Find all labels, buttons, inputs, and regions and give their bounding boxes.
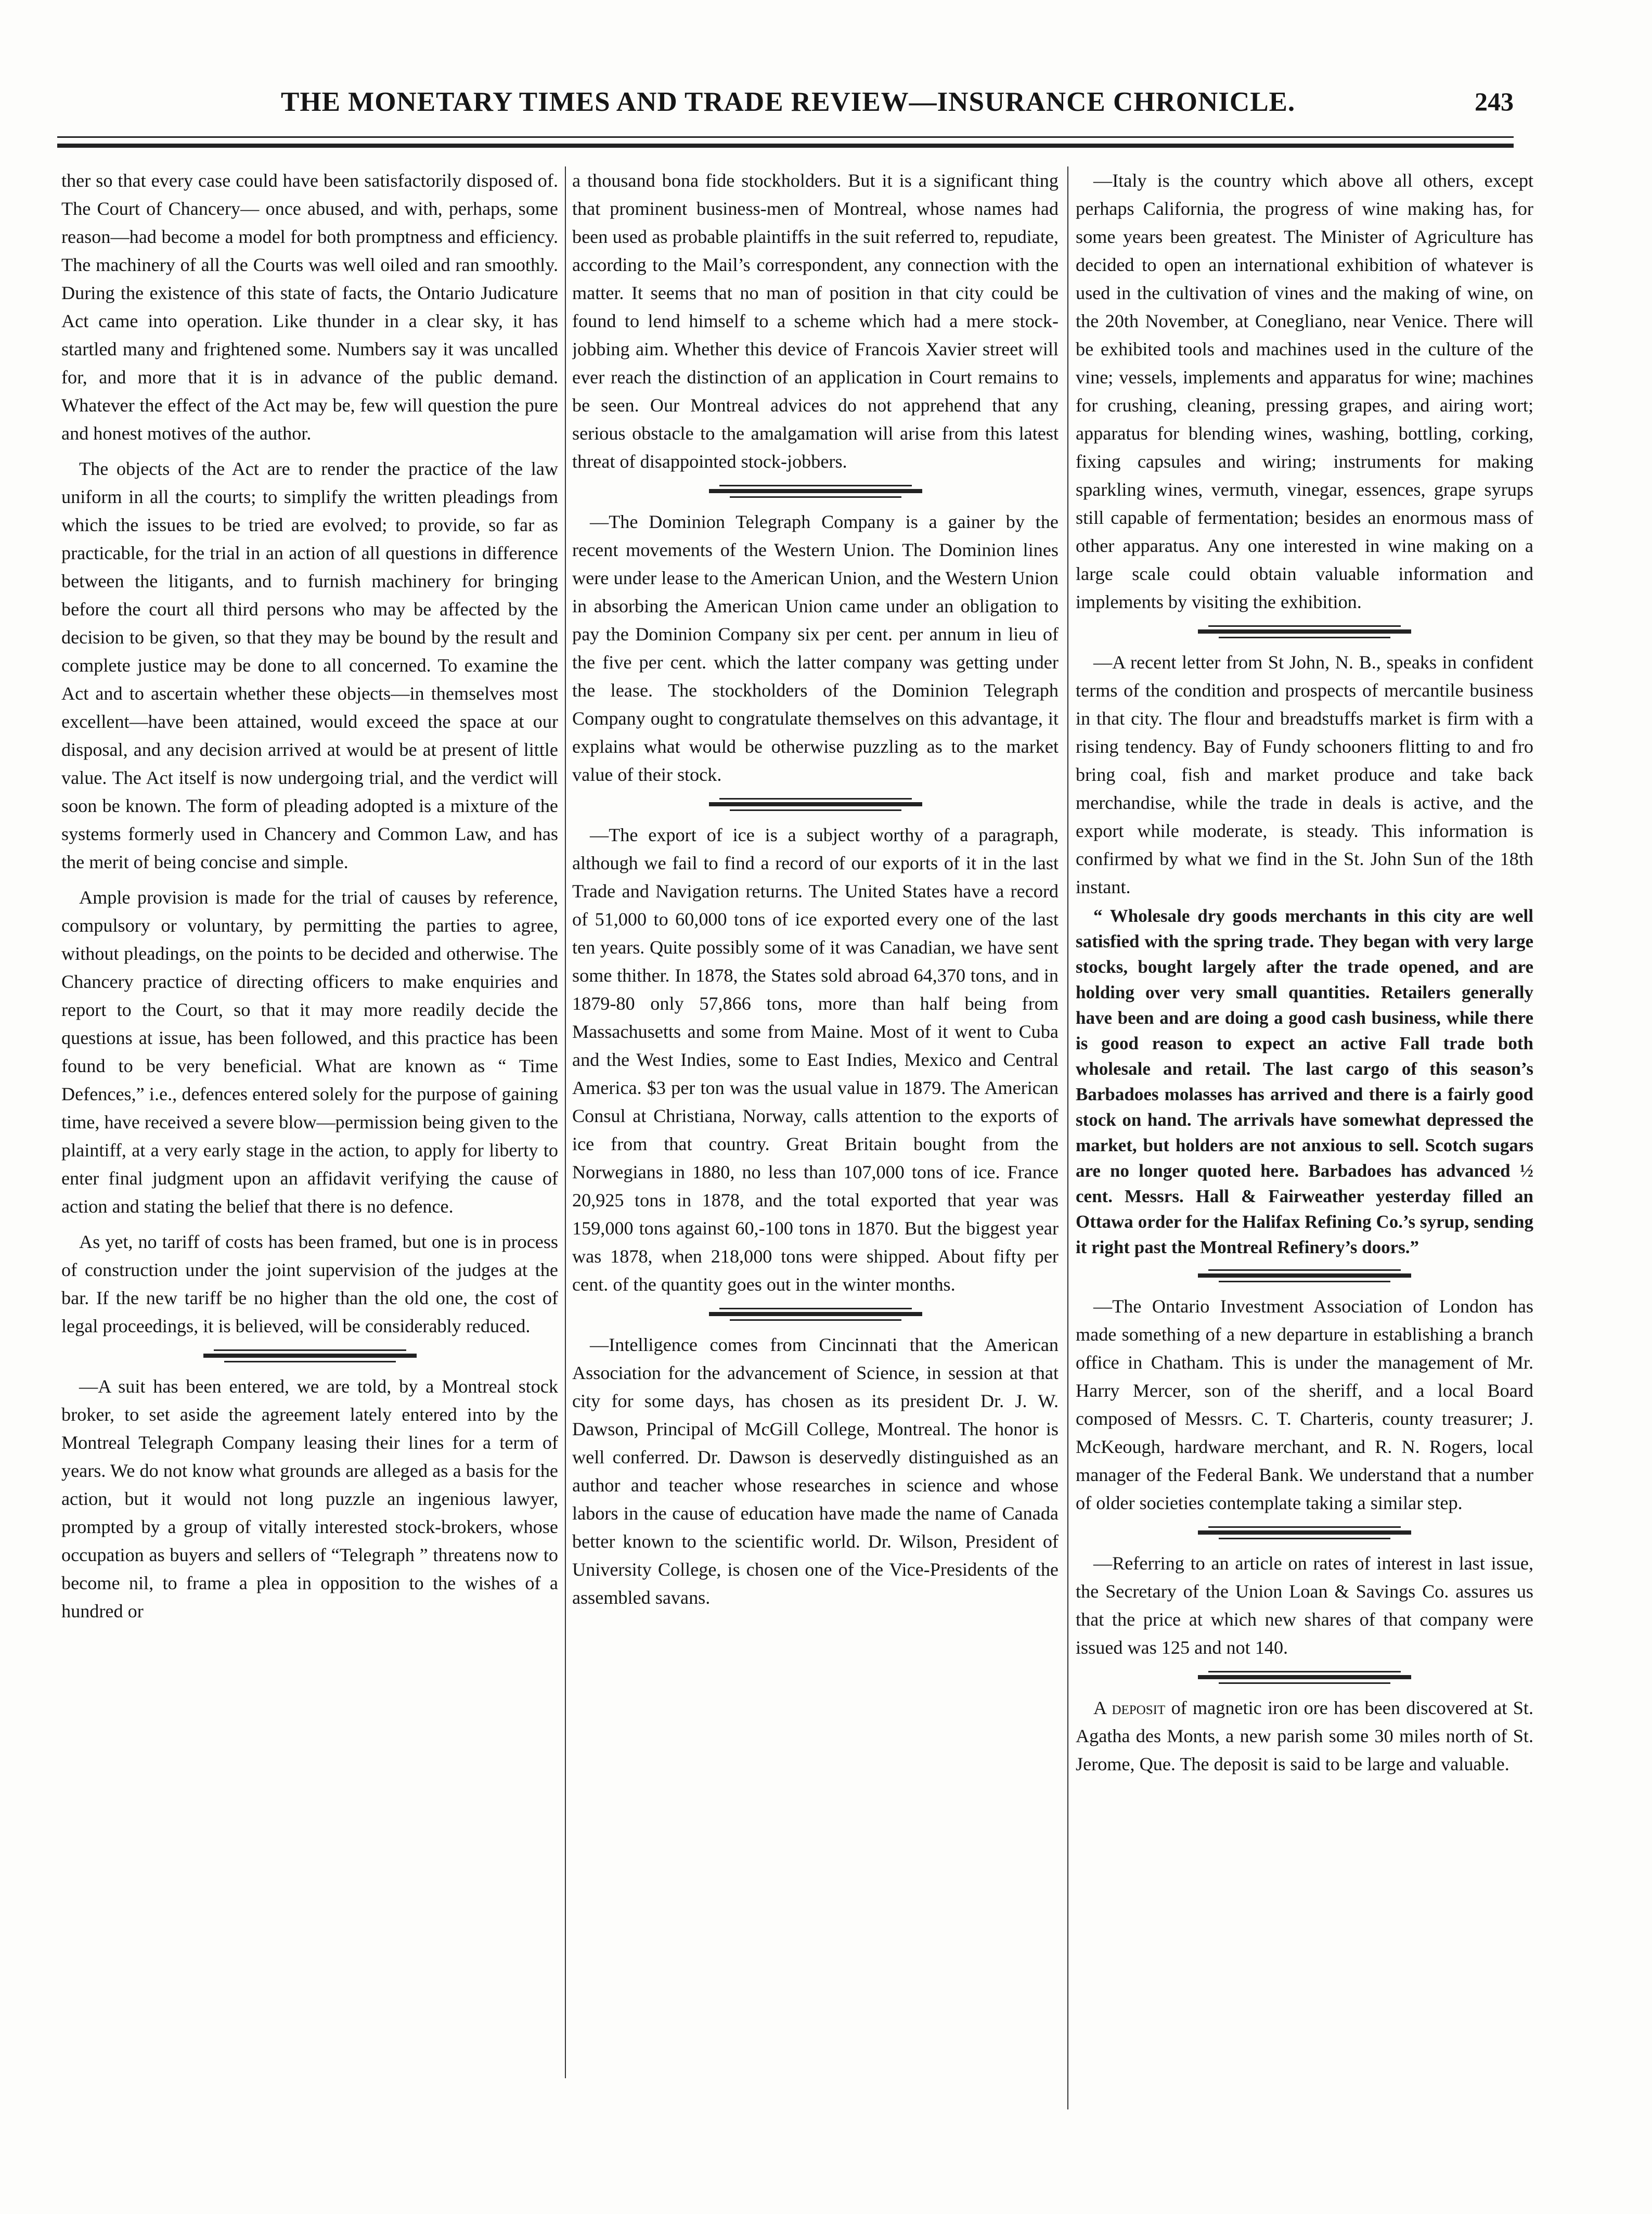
masthead	[57, 86, 1514, 128]
column-divider-2	[1067, 166, 1068, 2109]
header-rule-thick	[57, 144, 1514, 148]
article-montreal-telegraph-continued: a thousand bona fide stockholders. But it is a significant thing that prominent business-men of Montreal, whose names had been used as probable plaintiffs in the suit referred to, repudiate, according to the Mail’s correspondent, any connection with the matter. It seems that no man of position in that city could be found to lend himself to a scheme which had a mere stock-jobbing aim. Whether this device of Francois Xavier street will ever reach the distinction of an application in Court remains to be seen. Our Montreal advices do not apprehend that any serious obstacle to the amalgamation will arise from this latest threat of disappointed stock-jobbers.	[572, 170, 1059, 472]
article-union-loan: —Referring to an article on rates of interest in last issue, the Secretary of the Union Loan & Savings Co. assures us that the price at which new shares of that company were issued was 125 and not 140.	[1076, 1553, 1533, 1658]
page-number: 243	[1475, 87, 1514, 116]
article-judicature-provision: Ample provision is made for the trial of causes by reference, compulsory or voluntary, by permitting the parties to agree, without pleadings, on the points to be decided and otherwise. The Chancery practice of directing officers to make enquiries and report to the Court, so that it may more readily decide the questions at issue, has been followed, and this practice has been found to be very beneficial. What are known as “ Time Defences,” i.e., defences entered solely for the purpose of gaining time, have received a severe blow—permission being given to the plaintiff, at a very early stage in the action, to apply for liberty to enter final judgment upon an affidavit verifying the cause of action and stating the belief that there is no defence.	[61, 887, 558, 1217]
article-st-john-trade: —A recent letter from St John, N. B., speaks in confident terms of the condition and prospects of mercantile business in that city. The flour and breadstuffs market is firm with a rising tendency. Bay of Fundy schooners flitting to and fro bring coal, fish and market produce and take back merchandise, while the trade in deals is active, and the export while moderate, is steady. This information is confirmed by what we find in the St. John Sun of the 18th instant.	[1076, 652, 1533, 897]
section-separator	[572, 475, 1059, 508]
article-italy-wine: —Italy is the country which above all others, except perhaps California, the progress of wine making has, for some years been greatest. The Minister of Agriculture has decided to open an international exhibition of whatever is used in the cultivation of vines and the making of wine, on the 20th November, at Conegliano, near Venice. There will be exhibited tools and machines used in the culture of the vine; vessels, implements and apparatus for wine; machines for crushing, cleaning, pressing grapes, and airing wort; apparatus for blending wines, washing, bottling, corking, fixing capsules and wiring; instruments for making sparkling wines, vermuth, vinegar, essences, grape syrups still capable of fermentation; besides an enormous mass of other apparatus. Any one interested in wine making on a large scale could obtain valuable information and implements by visiting the exhibition.	[1076, 170, 1533, 612]
article-judicature-tariff: As yet, no tariff of costs has been framed, but one is in process of construction under the joint supervision of the judges at the bar. If the new tariff be no higher than the old one, the cost of legal proceedings, it is believed, will be considerably reduced.	[61, 1231, 558, 1336]
article-magnetic-iron	[1076, 1694, 1533, 1778]
section-separator	[1076, 616, 1533, 648]
article-judicature-continued: ther so that every case could have been satisfactorily disposed of. The Court of Chancery— once abused, and with, perhaps, some reason—had become a model for both promptness and efficiency. The machinery of all the Courts was well oiled and ran smoothly. During the existence of this state of facts, the Ontario Judicature Act came into operation. Like thunder in a clear sky, it has startled many and frightened some. Numbers say it was uncalled for, and more that it is in advance of the public demand. Whatever the effect of the Act may be, few will question the pure and honest motives of the author.	[61, 170, 558, 444]
article-magnetic-iron-body: of magnetic iron ore has been discovered at St. Agatha des Monts, a new parish some 30 miles north of St. Jerome, Que. The deposit is said to be large and valuable.	[1076, 1697, 1533, 1774]
column-divider-1	[565, 166, 566, 2078]
article-dominion-telegraph: —The Dominion Telegraph Company is a gainer by the recent movements of the Western Union. The Dominion lines were under lease to the American Union, and the Western Union in absorbing the American Union came under an obligation to pay the Dominion Company six per cent. per annum in lieu of the five per cent. which the latter company was getting under the lease. The stockholders of the Dominion Telegraph Company ought to congratulate themselves on this advantage, it explains what would be otherwise puzzling as to the market value of their stock.	[572, 511, 1059, 785]
section-separator	[61, 1340, 558, 1372]
article-ontario-investment: —The Ontario Investment Association of London has made something of a new departure in establishing a branch office in Chatham. This is under the management of Mr. Harry Mercer, son of the sheriff, and a local Board composed of Messrs. C. T. Charteris, county treasurer; J. McKeough, hardware merchant, and R. N. Rogers, local manager of the Federal Bank. We understand that a number of older societies contemplate taking a similar step.	[1076, 1296, 1533, 1513]
publication-title: THE MONETARY TIMES AND TRADE REVIEW—INSURANCE CHRONICLE.	[281, 87, 1296, 117]
header-rule-thin	[57, 136, 1514, 138]
section-separator	[572, 789, 1059, 821]
article-montreal-telegraph-suit: —A suit has been entered, we are told, by a Montreal stock broker, to set aside the agreement lately entered into by the Montreal Telegraph Company leasing their lines for a term of years. We do not know what grounds are alleged as a basis for the action, but it would not long puzzle an ingenious lawyer, prompted by a group of vitally interested stock-brokers, whose occupation as buyers and sellers of “Telegraph ” threatens now to become nil, to frame a plea in opposition to the wishes of a hundred or	[61, 1376, 558, 1621]
section-separator	[1076, 1517, 1533, 1549]
quote-st-john-sun: “ Wholesale dry goods merchants in this city are well satisfied with the spring trade. They began with very large stocks, bought largely after the trade opened, and are holding over very small quantities. Retailers generally have been and are doing a good cash business, while there is good reason to expect an active Fall trade both wholesale and retail. The last cargo of this season’s Barbadoes molasses has arrived and there is a fairly good stock on hand. The arrivals have somewhat depressed the market, but holders are not anxious to sell. Scotch sugars are no longer quoted here. Barbadoes has advanced ½ cent. Messrs. Hall & Fairweather yesterday filled an Ottawa order for the Halifax Refining Co.’s syrup, sending it right past the Montreal Refinery’s doors.”	[1076, 906, 1533, 1257]
column-1	[61, 166, 558, 2195]
section-separator	[1076, 1260, 1533, 1292]
article-judicature-objects: The objects of the Act are to render the practice of the law uniform in all the courts; to simplify the written pleadings from which the issues to be tried are evolved; to provide, so far as practicable, for the trial in an action of all questions in difference between the litigants, and to furnish machinery for bringing before the court all third persons who may be affected by the decision to be given, so that they may be bound by the result and complete justice may be done to all concerned. To examine the Act and to ascertain whether these objects—in themselves most excellent—have been attained, would exceed the space at our disposal, and any decision arrived at would be at present of little value. The Act itself is now undergoing trial, and the verdict will soon be known. The form of pleading adopted is a mixture of the systems formerly used in Chancery and Common Law, and has the merit of being concise and simple.	[61, 458, 558, 872]
article-science-association: —Intelligence comes from Cincinnati that the American Association for the advancement of Science, in session at that city for some days, has chosen as its president Dr. J. W. Dawson, Principal of McGill College, Montreal. The honor is well conferred. Dr. Dawson is deservedly distinguished as an author and teacher whose researches in science and whose labors in the cause of education have made the name of Canada better known to the scientific world. Dr. Wilson, President of University College, is chosen one of the Vice-Presidents of the assembled savans.	[572, 1334, 1059, 1608]
article-ice-export: —The export of ice is a subject worthy of a paragraph, although we fail to find a record of our exports of it in the last Trade and Navigation returns. The United States have a record of 51,000 to 60,000 tons of ice exported every one of the last ten years. Quite possibly some of it was Canadian, we have sent some thither. In 1878, the States sold abroad 64,370 tons, and in 1879-80 only 57,866 tons, more than half being from Massachusetts and some from Maine. Most of it went to Cuba and the West Indies, some to East Indies, Mexico and Central America. $3 per ton was the usual value in 1879. The American Consul at Christiana, Norway, calls attention to the exports of ice from that country. Great Britain bought from the Norwegians in 1880, no less than 107,000 tons of ice. France 20,925 tons in 1878, and the total exported that year was 159,000 tons against 60,-100 tons in 1870. But the biggest year was 1878, when 218,000 tons were shipped. About fifty per cent. of the quantity goes out in the winter months.	[572, 825, 1059, 1295]
column-2	[572, 166, 1059, 2195]
section-separator	[572, 1298, 1059, 1331]
section-separator	[1076, 1662, 1533, 1694]
article-lead-words: A deposit	[1093, 1697, 1166, 1718]
column-3	[1076, 166, 1533, 2195]
